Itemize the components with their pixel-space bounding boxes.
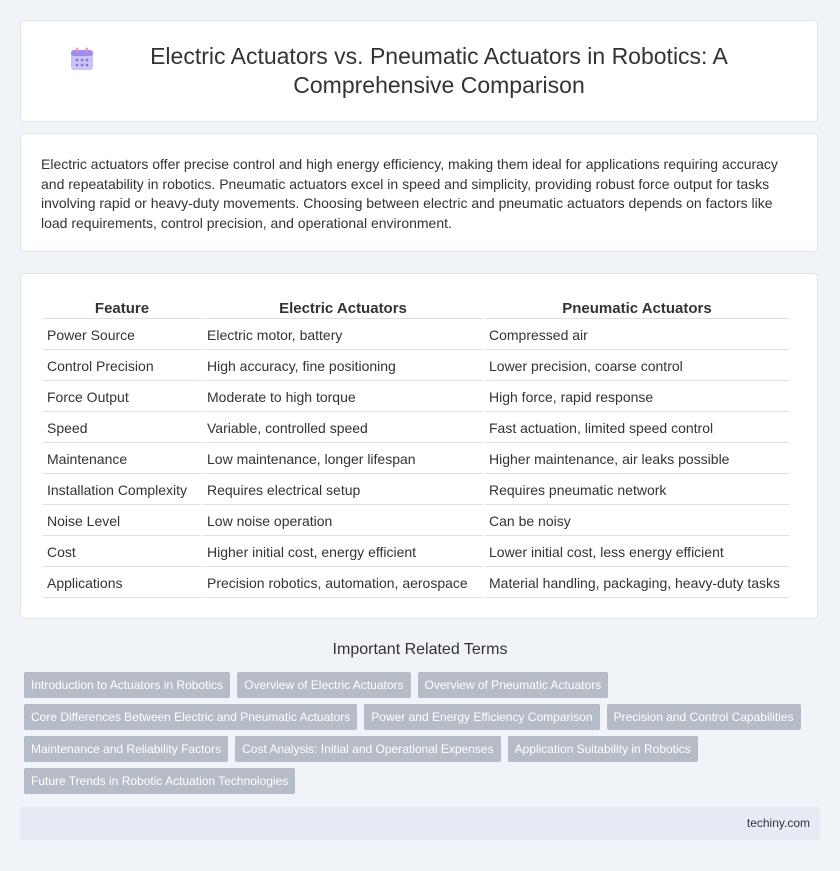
table-cell: Maintenance	[43, 445, 201, 474]
related-term-tag[interactable]: Core Differences Between Electric and Pneumatic Actuators	[24, 704, 357, 730]
table-cell: Variable, controlled speed	[203, 414, 483, 443]
table-row	[43, 569, 789, 598]
table-cell: Control Precision	[43, 352, 201, 381]
table-cell: Lower precision, coarse control	[485, 352, 789, 381]
table-row	[43, 352, 789, 381]
table-row	[43, 383, 789, 412]
related-terms-list	[24, 672, 820, 800]
table-row	[43, 321, 789, 350]
table-cell: High force, rapid response	[485, 383, 789, 412]
table-header-row	[43, 298, 789, 319]
column-header-electric: Electric Actuators	[203, 298, 483, 319]
table-cell: Noise Level	[43, 507, 201, 536]
column-header-pneumatic: Pneumatic Actuators	[485, 298, 789, 319]
table-cell: Lower initial cost, less energy efficient	[485, 538, 789, 567]
table-cell: Cost	[43, 538, 201, 567]
table-cell: Higher initial cost, energy efficient	[203, 538, 483, 567]
column-header-feature: Feature	[43, 298, 201, 319]
related-term-tag[interactable]: Power and Energy Efficiency Comparison	[364, 704, 599, 730]
table-cell: Low noise operation	[203, 507, 483, 536]
table-cell: Higher maintenance, air leaks possible	[485, 445, 789, 474]
title-card	[20, 20, 818, 122]
related-term-tag[interactable]: Maintenance and Reliability Factors	[24, 736, 228, 762]
table-cell: Requires pneumatic network	[485, 476, 789, 505]
table-cell: Force Output	[43, 383, 201, 412]
related-term-tag[interactable]: Cost Analysis: Initial and Operational Expenses	[235, 736, 500, 762]
related-term-tag[interactable]: Introduction to Actuators in Robotics	[24, 672, 230, 698]
table-cell: High accuracy, fine positioning	[203, 352, 483, 381]
table-cell: Fast actuation, limited speed control	[485, 414, 789, 443]
related-term-tag[interactable]: Future Trends in Robotic Actuation Technologies	[24, 768, 295, 794]
table-cell: Requires electrical setup	[203, 476, 483, 505]
table-cell: Low maintenance, longer lifespan	[203, 445, 483, 474]
table-cell: Power Source	[43, 321, 201, 350]
table-cell: Can be noisy	[485, 507, 789, 536]
page-title: Electric Actuators vs. Pneumatic Actuators in Robotics: A Comprehensive Comparison	[150, 43, 728, 98]
table-row	[43, 445, 789, 474]
comparison-table	[41, 296, 791, 600]
table-cell: Installation Complexity	[43, 476, 201, 505]
tag-row	[24, 704, 820, 730]
footer-site-link[interactable]: techiny.com	[746, 816, 810, 830]
table-cell: Moderate to high torque	[203, 383, 483, 412]
table-row	[43, 476, 789, 505]
related-term-tag[interactable]: Overview of Pneumatic Actuators	[418, 672, 609, 698]
table-cell: Speed	[43, 414, 201, 443]
tag-row	[24, 768, 820, 794]
table-row	[43, 538, 789, 567]
intro-paragraph: Electric actuators offer precise control and high energy efficiency, making them ideal for applications requiring accuracy and repeatability in robotics. Pneumatic actuators excel in speed and simplicity, providing robust force output for tasks involving rapid or heavy-duty movements. Choosing between electric and pneumatic actuators depends on factors like load requirements, control precision, and operational environment.	[41, 156, 778, 231]
table-cell: Applications	[43, 569, 201, 598]
tag-row	[24, 672, 820, 698]
table-cell: Compressed air	[485, 321, 789, 350]
table-row	[43, 414, 789, 443]
table-cell: Electric motor, battery	[203, 321, 483, 350]
comparison-table-card	[20, 273, 818, 619]
table-row	[43, 507, 789, 536]
footer	[20, 807, 820, 840]
related-term-tag[interactable]: Application Suitability in Robotics	[508, 736, 698, 762]
related-term-tag[interactable]: Overview of Electric Actuators	[237, 672, 410, 698]
table-cell: Material handling, packaging, heavy-duty tasks	[485, 569, 789, 598]
intro-card	[20, 133, 818, 252]
calendar-icon	[69, 46, 95, 72]
title-wrap	[69, 42, 769, 100]
table-cell: Precision robotics, automation, aerospace	[203, 569, 483, 598]
related-term-tag[interactable]: Precision and Control Capabilities	[607, 704, 801, 730]
tag-row	[24, 736, 820, 762]
related-terms-heading: Important Related Terms	[332, 641, 508, 658]
